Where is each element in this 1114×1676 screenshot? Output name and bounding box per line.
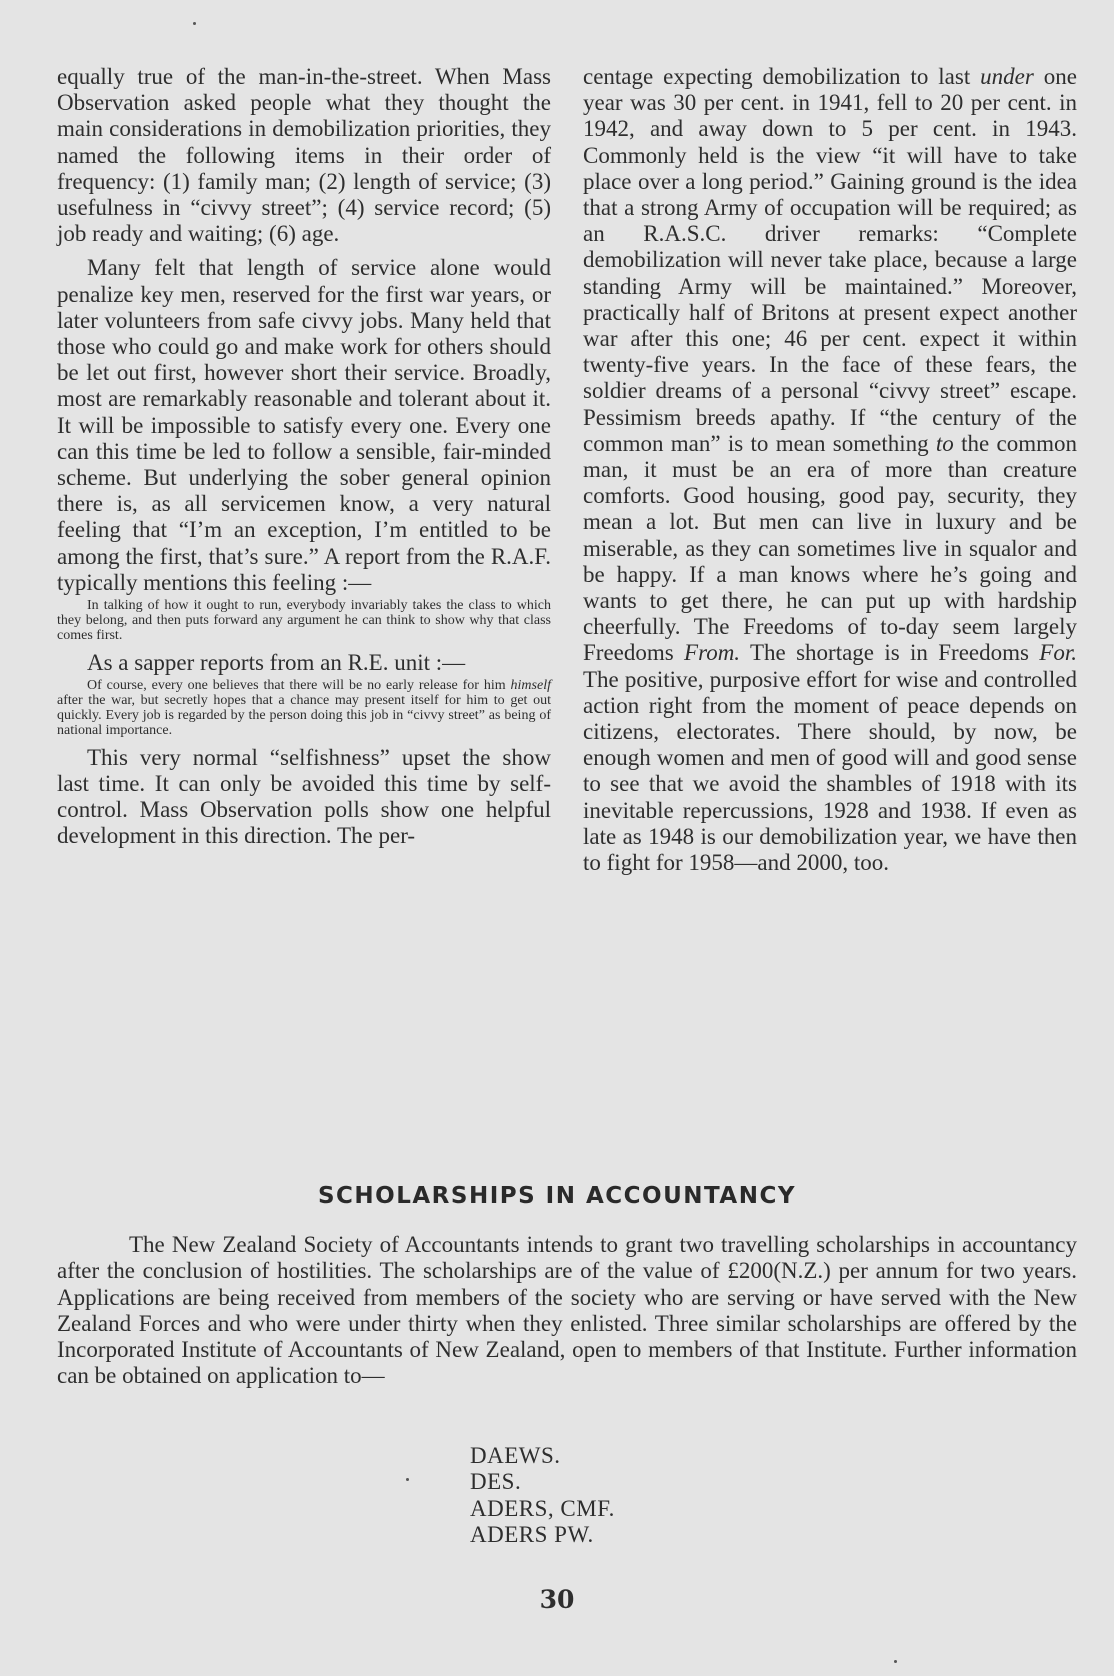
left-para-4: This very normal “selfishness” upset the show last time. It can only be avoided this time by self-control. Mass Observation polls show one helpful development in this direction. The per-	[57, 744, 551, 849]
right-text-c: the common man, it must be an era of more than creature comforts. Good housing, good pay, security, they mean a lot. But men can live in luxury and be miserable, as they can sometimes live in squalor and be happy. If a man knows where he’s going and wants to get there, he can put up with hardship cheerfully. The Freedoms of to-day seem largely Freedoms	[583, 430, 1077, 666]
address-line-1: DAEWS.	[470, 1443, 561, 1468]
print-speck	[193, 22, 196, 25]
sapper-quote-part-1: Of course, every one believes that there will be no early release for him	[87, 677, 511, 693]
address-line-4: ADERS PW.	[470, 1521, 594, 1547]
scholarship-paragraph: The New Zealand Society of Accountants intends to grant two travelling scholarships in accountancy after the conclusion of hostilities. The scholarships are of the value of £200(N.Z.) per annum for two years. Applications are being received from members of the society who are serving or have served with the New Zealand Forces and who were under thirty when they enlisted. Three similar scholarships are offered by the Incorporated Institute of Accountants of New Zealand, open to members of that Institute. Further information can be obtained on application to—	[57, 1232, 1077, 1389]
right-emph-from: From.	[684, 640, 741, 666]
right-emph-under: under	[980, 64, 1034, 89]
section-heading: SCHOLARSHIPS IN ACCOUNTANCY	[317, 1183, 797, 1209]
address-line-2: DES.	[470, 1469, 522, 1495]
left-column	[57, 64, 551, 850]
raf-quote-text: In talking of how it ought to run, everybody invariably takes the class to which they belong, and then puts forward any argument he can think to show why that class comes first.	[57, 598, 551, 644]
left-para-2: Many felt that length of service alone would penalize key men, reserved for the first war years, or later volunteers from safe civvy jobs. Many held that those who could go and make work for others should be let out first, however short their service. Broadly, most are remarkably reasonable and tolerant about it. It will be impossible to satisfy every one. Every one can this time be led to follow a sensible, fair-minded scheme. But underlying the sober general opinion there is, as all servicemen know, a very natural feeling that “I’m an exception, I’m entitled to be among the first, that’s sure.” A report from the R.A.F. typically mentions this feeling :—	[57, 255, 551, 595]
sapper-quote-emphasis: himself	[510, 677, 551, 693]
right-text-a: centage expecting demobilization to last	[583, 64, 981, 89]
sapper-quote-part-2: after the war, but secretly hopes that a chance may present itself for him to get out quickly. Every job is regarded by the person doing this job in “civvy street” as being of national importance.	[57, 693, 551, 739]
right-para	[583, 64, 1077, 876]
right-text-d: The shortage is in Freedoms	[740, 640, 1040, 666]
page-number: 30	[539, 1585, 575, 1614]
right-emph-to: to	[935, 430, 954, 456]
right-column	[583, 64, 1077, 876]
raf-quote	[57, 598, 551, 644]
right-text-e: The positive, purposive effort for wise and controlled action right from the moment of peace depends on citizens, electorates. There should, by now, be enough women and men of good will and good sense to see that we avoid the shambles of 1918 with its inevitable repercussions, 1928 and 1938. If even as late as 1948 is our demobilization year, we have then to fight for 1958—and 2000, too.	[583, 666, 1077, 876]
print-speck	[406, 1478, 409, 1481]
sapper-quote	[57, 678, 551, 739]
left-para-3: As a sapper reports from an R.E. unit :—	[87, 649, 466, 675]
right-text-b: one year was 30 per cent. in 1941, fell to 20 per cent. in 1942, and away down to 5 per cent. in 1943. Commonly held is the view “it will have to take place over a long period.” Gaining ground is the idea that a strong Army of occupation will be required; as an R.A.S.C. driver remarks: “Complete demobilization will never take place, because a large standing Army will be maintained.” Moreover, practically half of Britons at present expect another war after this one; 46 per cent. expect it within twenty-five years. In the face of these fears, the soldier dreams of a personal “civvy street” escape. Pessimism breeds apathy. If “the century of the common man” is to mean something	[583, 64, 1077, 456]
address-block	[470, 1443, 615, 1548]
right-emph-for: For.	[1039, 640, 1077, 666]
left-para-1: equally true of the man-in-the-street. When Mass Observation asked people what they thought the main considerations in demobilization priorities, they named the following items in their order of frequency: (1) family man; (2) length of service; (3) usefulness in “civvy street”; (4) service record; (5) job ready and waiting; (6) age.	[57, 64, 551, 247]
print-speck	[894, 1660, 897, 1663]
sapper-quote-text	[57, 678, 551, 739]
address-line-3: ADERS, CMF.	[470, 1495, 615, 1521]
